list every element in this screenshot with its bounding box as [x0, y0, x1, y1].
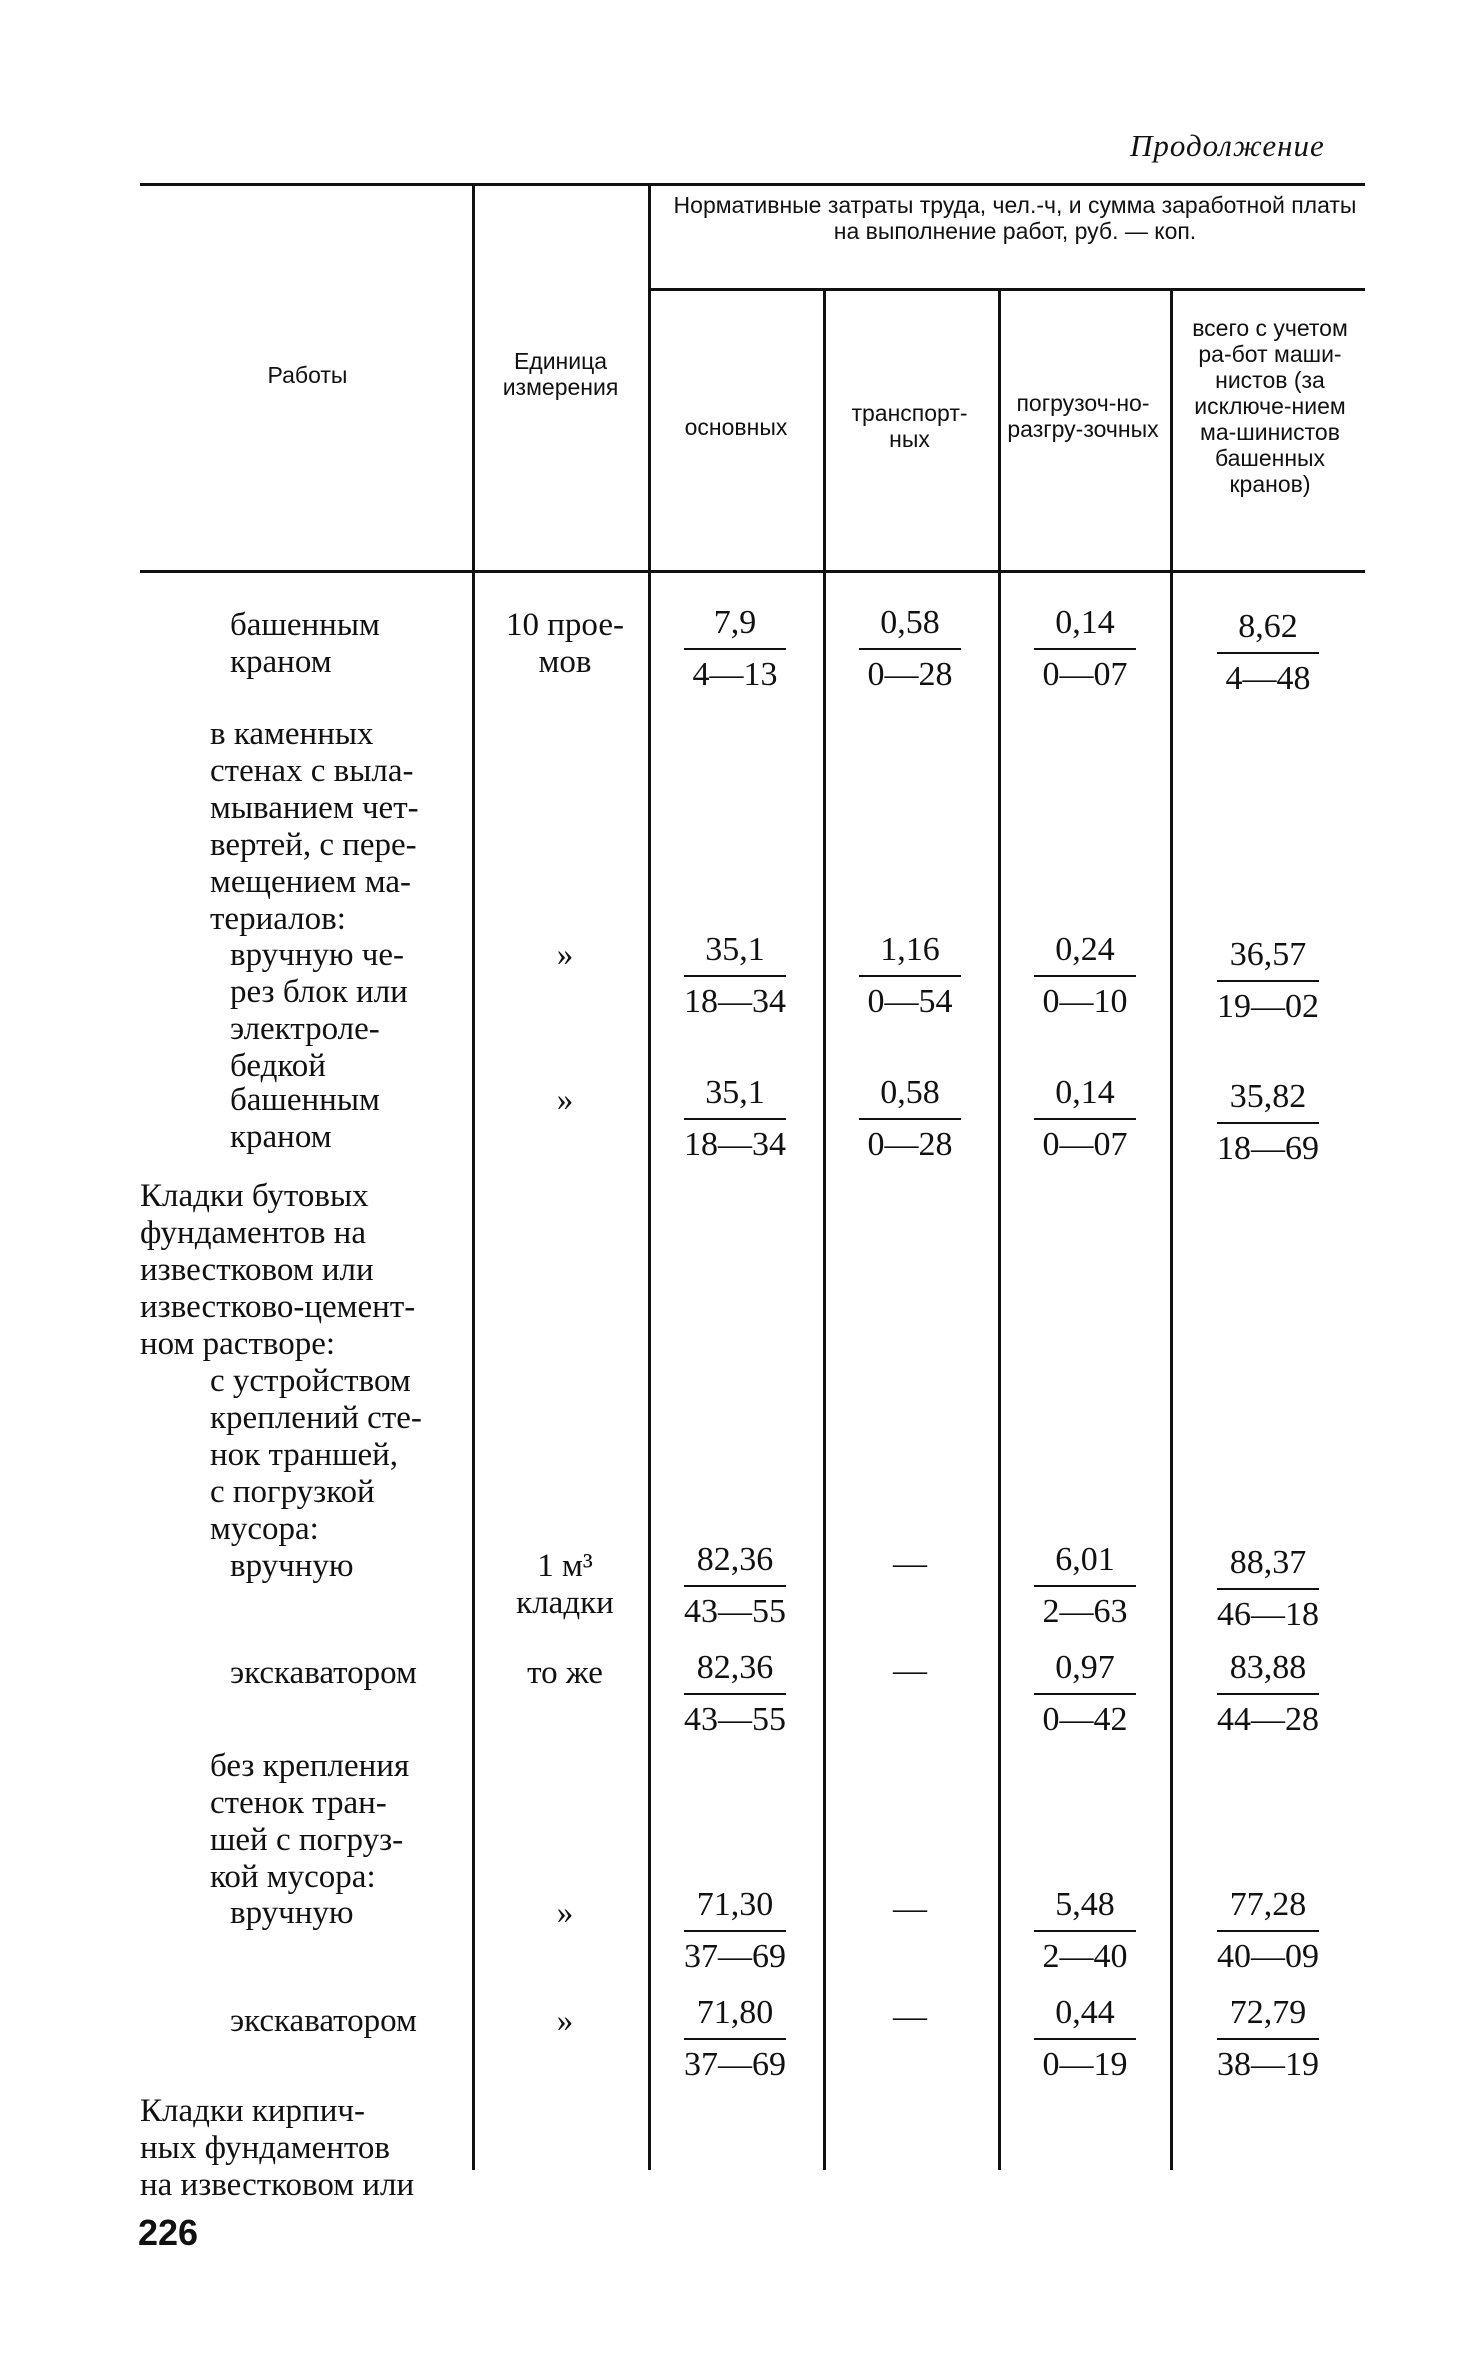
- hours: 0,44: [1055, 1994, 1115, 2031]
- table-top-rule: [140, 183, 1365, 186]
- value-total: [1193, 1643, 1343, 1745]
- hours: 77,28: [1229, 1886, 1307, 1923]
- value-main: [660, 925, 810, 1027]
- value-loading: [1010, 1535, 1160, 1637]
- wages: 40—09: [1217, 1938, 1319, 1975]
- value-main: [660, 1535, 810, 1637]
- page-number: 226: [138, 2212, 199, 2253]
- value-total: [1193, 1072, 1343, 1174]
- value-main: [660, 598, 810, 700]
- hours: 35,1: [705, 1074, 765, 1111]
- value-transport-empty: —: [893, 1545, 927, 1582]
- hours: 35,82: [1229, 1078, 1307, 1115]
- col-divider-main: [648, 185, 651, 2170]
- work-line: креплений сте-: [210, 1400, 422, 1436]
- hours: 36,57: [1229, 936, 1307, 973]
- wages: 18—69: [1217, 1130, 1319, 1167]
- value-transport-empty: —: [893, 1890, 927, 1927]
- wages: 0—54: [867, 983, 953, 1020]
- value-main: [660, 1068, 810, 1170]
- work-line: ных фундаментов: [140, 2130, 390, 2166]
- work-label: вручную: [230, 1548, 354, 1584]
- hours: 0,97: [1055, 1649, 1115, 1686]
- work-line: ном растворе:: [140, 1326, 336, 1362]
- unit-ditto: »: [556, 1895, 574, 1931]
- norms-header-rule: [648, 288, 1365, 291]
- group-label-stone-walls: [210, 716, 460, 938]
- unit-line: мов: [538, 644, 592, 680]
- wages: 19—02: [1217, 988, 1319, 1025]
- value-total: [1193, 930, 1343, 1032]
- wages: 18—34: [684, 1126, 786, 1163]
- work-line: стенах с выла-: [210, 753, 414, 789]
- work-line: краном: [230, 1119, 332, 1155]
- wages: 43—55: [684, 1593, 786, 1630]
- wages: 0—42: [1042, 1701, 1128, 1738]
- wages: 0—28: [867, 656, 953, 693]
- work-line: стенок тран-: [210, 1785, 387, 1821]
- unit-ditto: »: [556, 2003, 574, 2039]
- work-line: на известковом или: [140, 2167, 415, 2203]
- wages: 0—28: [867, 1126, 953, 1163]
- work-line: башенным: [230, 1082, 380, 1118]
- wages: 0—19: [1042, 2046, 1128, 2083]
- col-divider-loading: [998, 290, 1001, 2170]
- wages: 37—69: [684, 1938, 786, 1975]
- work-line: известковом или: [140, 1252, 374, 1288]
- hours: 1,16: [880, 931, 940, 968]
- work-label: экскаватором: [230, 2003, 417, 2039]
- value-loading: [1010, 1643, 1160, 1745]
- col-divider-units: [472, 185, 475, 2170]
- hours: 0,14: [1055, 1074, 1115, 1111]
- value-transport: [835, 598, 985, 700]
- header-col-transport: транспорт-ных: [851, 400, 968, 452]
- work-line: шей с погруз-: [210, 1822, 404, 1858]
- work-label: экскаватором: [230, 1655, 417, 1691]
- wages: 2—40: [1042, 1938, 1128, 1975]
- wages: 0—10: [1042, 983, 1128, 1020]
- unit-label: [480, 607, 650, 681]
- value-main: [660, 1643, 810, 1745]
- work-line: в каменных: [210, 716, 374, 752]
- work-line: териалов:: [210, 901, 346, 937]
- work-label: [230, 937, 465, 1085]
- value-loading: [1010, 1880, 1160, 1982]
- value-transport-empty: —: [893, 1998, 927, 2035]
- hours: 82,36: [696, 1541, 774, 1578]
- work-line: мещением ма-: [210, 864, 411, 900]
- work-line: бедкой: [230, 1048, 326, 1084]
- value-main: [660, 1880, 810, 1982]
- unit-label: то же: [527, 1655, 603, 1691]
- work-line: без крепления: [210, 1748, 410, 1784]
- hours: 0,58: [880, 604, 940, 641]
- wages: 0—07: [1042, 1126, 1128, 1163]
- hours: 0,58: [880, 1074, 940, 1111]
- hours: 5,48: [1055, 1886, 1115, 1923]
- hours: 72,79: [1229, 1994, 1307, 2031]
- work-line: с устройством: [210, 1363, 411, 1399]
- work-line: Кладки бутовых: [140, 1178, 369, 1214]
- col-divider-transport: [823, 290, 826, 2170]
- value-total: [1193, 1538, 1343, 1640]
- hours: 83,88: [1229, 1649, 1307, 1686]
- hours: 0,24: [1055, 931, 1115, 968]
- wages: 46—18: [1217, 1596, 1319, 1633]
- work-line: кой мусора:: [210, 1859, 376, 1895]
- hours: 0,14: [1055, 604, 1115, 641]
- work-label: [230, 607, 380, 681]
- group-label-rubble-foundations: [140, 1178, 465, 1363]
- header-norms: Нормативные затраты труда, чел.-ч, и сумма заработной платы на выполнение работ, руб. — коп.: [673, 192, 1357, 244]
- work-line: известково-цемент-: [140, 1289, 416, 1325]
- work-line: вертей, с пере-: [210, 827, 417, 863]
- hours: 6,01: [1055, 1541, 1115, 1578]
- header-unit: Единица измерения: [502, 348, 619, 400]
- value-total: [1193, 1880, 1343, 1982]
- work-line: вручную че-: [230, 937, 405, 973]
- work-line: нок траншей,: [210, 1437, 399, 1473]
- header-col-loading: погрузоч-но-разгру-зочных: [1007, 390, 1159, 442]
- hours: 88,37: [1229, 1544, 1307, 1581]
- hours: 7,9: [713, 604, 757, 641]
- work-line: мусора:: [210, 1511, 319, 1547]
- unit-line: 10 прое-: [506, 607, 624, 643]
- work-line: с погрузкой: [210, 1474, 375, 1510]
- wages: 43—55: [684, 1701, 786, 1738]
- value-total: [1193, 602, 1343, 704]
- col-divider-total: [1170, 290, 1173, 2170]
- work-line: электроле-: [230, 1011, 380, 1047]
- work-line: рез блок или: [230, 974, 408, 1010]
- value-transport: [835, 1068, 985, 1170]
- group-label-with-fastening: [210, 1363, 465, 1548]
- unit-line: 1 м³: [537, 1548, 593, 1584]
- work-line: башенным: [230, 607, 380, 643]
- group-label-without-fastening: [210, 1748, 465, 1896]
- wages: 38—19: [1217, 2046, 1319, 2083]
- value-loading: [1010, 1988, 1160, 2090]
- wages: 4—13: [692, 656, 778, 693]
- hours: 82,36: [696, 1649, 774, 1686]
- wages: 0—07: [1042, 656, 1128, 693]
- value-loading: [1010, 1068, 1160, 1170]
- header-bottom-rule: [140, 570, 1365, 573]
- value-transport: [835, 925, 985, 1027]
- value-loading: [1010, 598, 1160, 700]
- value-main: [660, 1988, 810, 2090]
- header-works: Работы: [267, 362, 348, 388]
- hours: 35,1: [705, 931, 765, 968]
- unit-label: [480, 1548, 650, 1622]
- value-total: [1193, 1988, 1343, 2090]
- unit-line: кладки: [516, 1585, 614, 1621]
- hours: 8,62: [1238, 608, 1298, 645]
- unit-ditto: »: [556, 937, 574, 973]
- hours: 71,80: [696, 1994, 774, 2031]
- wages: 4—48: [1225, 660, 1311, 697]
- work-label: [230, 1082, 380, 1156]
- wages: 44—28: [1217, 1701, 1319, 1738]
- value-transport-empty: —: [893, 1652, 927, 1689]
- group-label-brick-foundations: [140, 2093, 465, 2204]
- wages: 18—34: [684, 983, 786, 1020]
- work-line: Кладки кирпич-: [140, 2093, 365, 2129]
- wages: 37—69: [684, 2046, 786, 2083]
- wages: 2—63: [1042, 1593, 1128, 1630]
- hours: 71,30: [696, 1886, 774, 1923]
- work-line: мыванием чет-: [210, 790, 419, 826]
- header-col-main: основных: [684, 414, 788, 440]
- continuation-label: Продолжение: [1130, 128, 1325, 163]
- work-label: вручную: [230, 1895, 354, 1931]
- value-loading: [1010, 925, 1160, 1027]
- unit-ditto: »: [556, 1082, 574, 1118]
- work-line: краном: [230, 644, 332, 680]
- work-line: фундаментов на: [140, 1215, 366, 1251]
- header-col-total: всего с учетом ра-бот маши-нистов (за исключе-нием ма-шинистов башенных кранов): [1192, 315, 1348, 497]
